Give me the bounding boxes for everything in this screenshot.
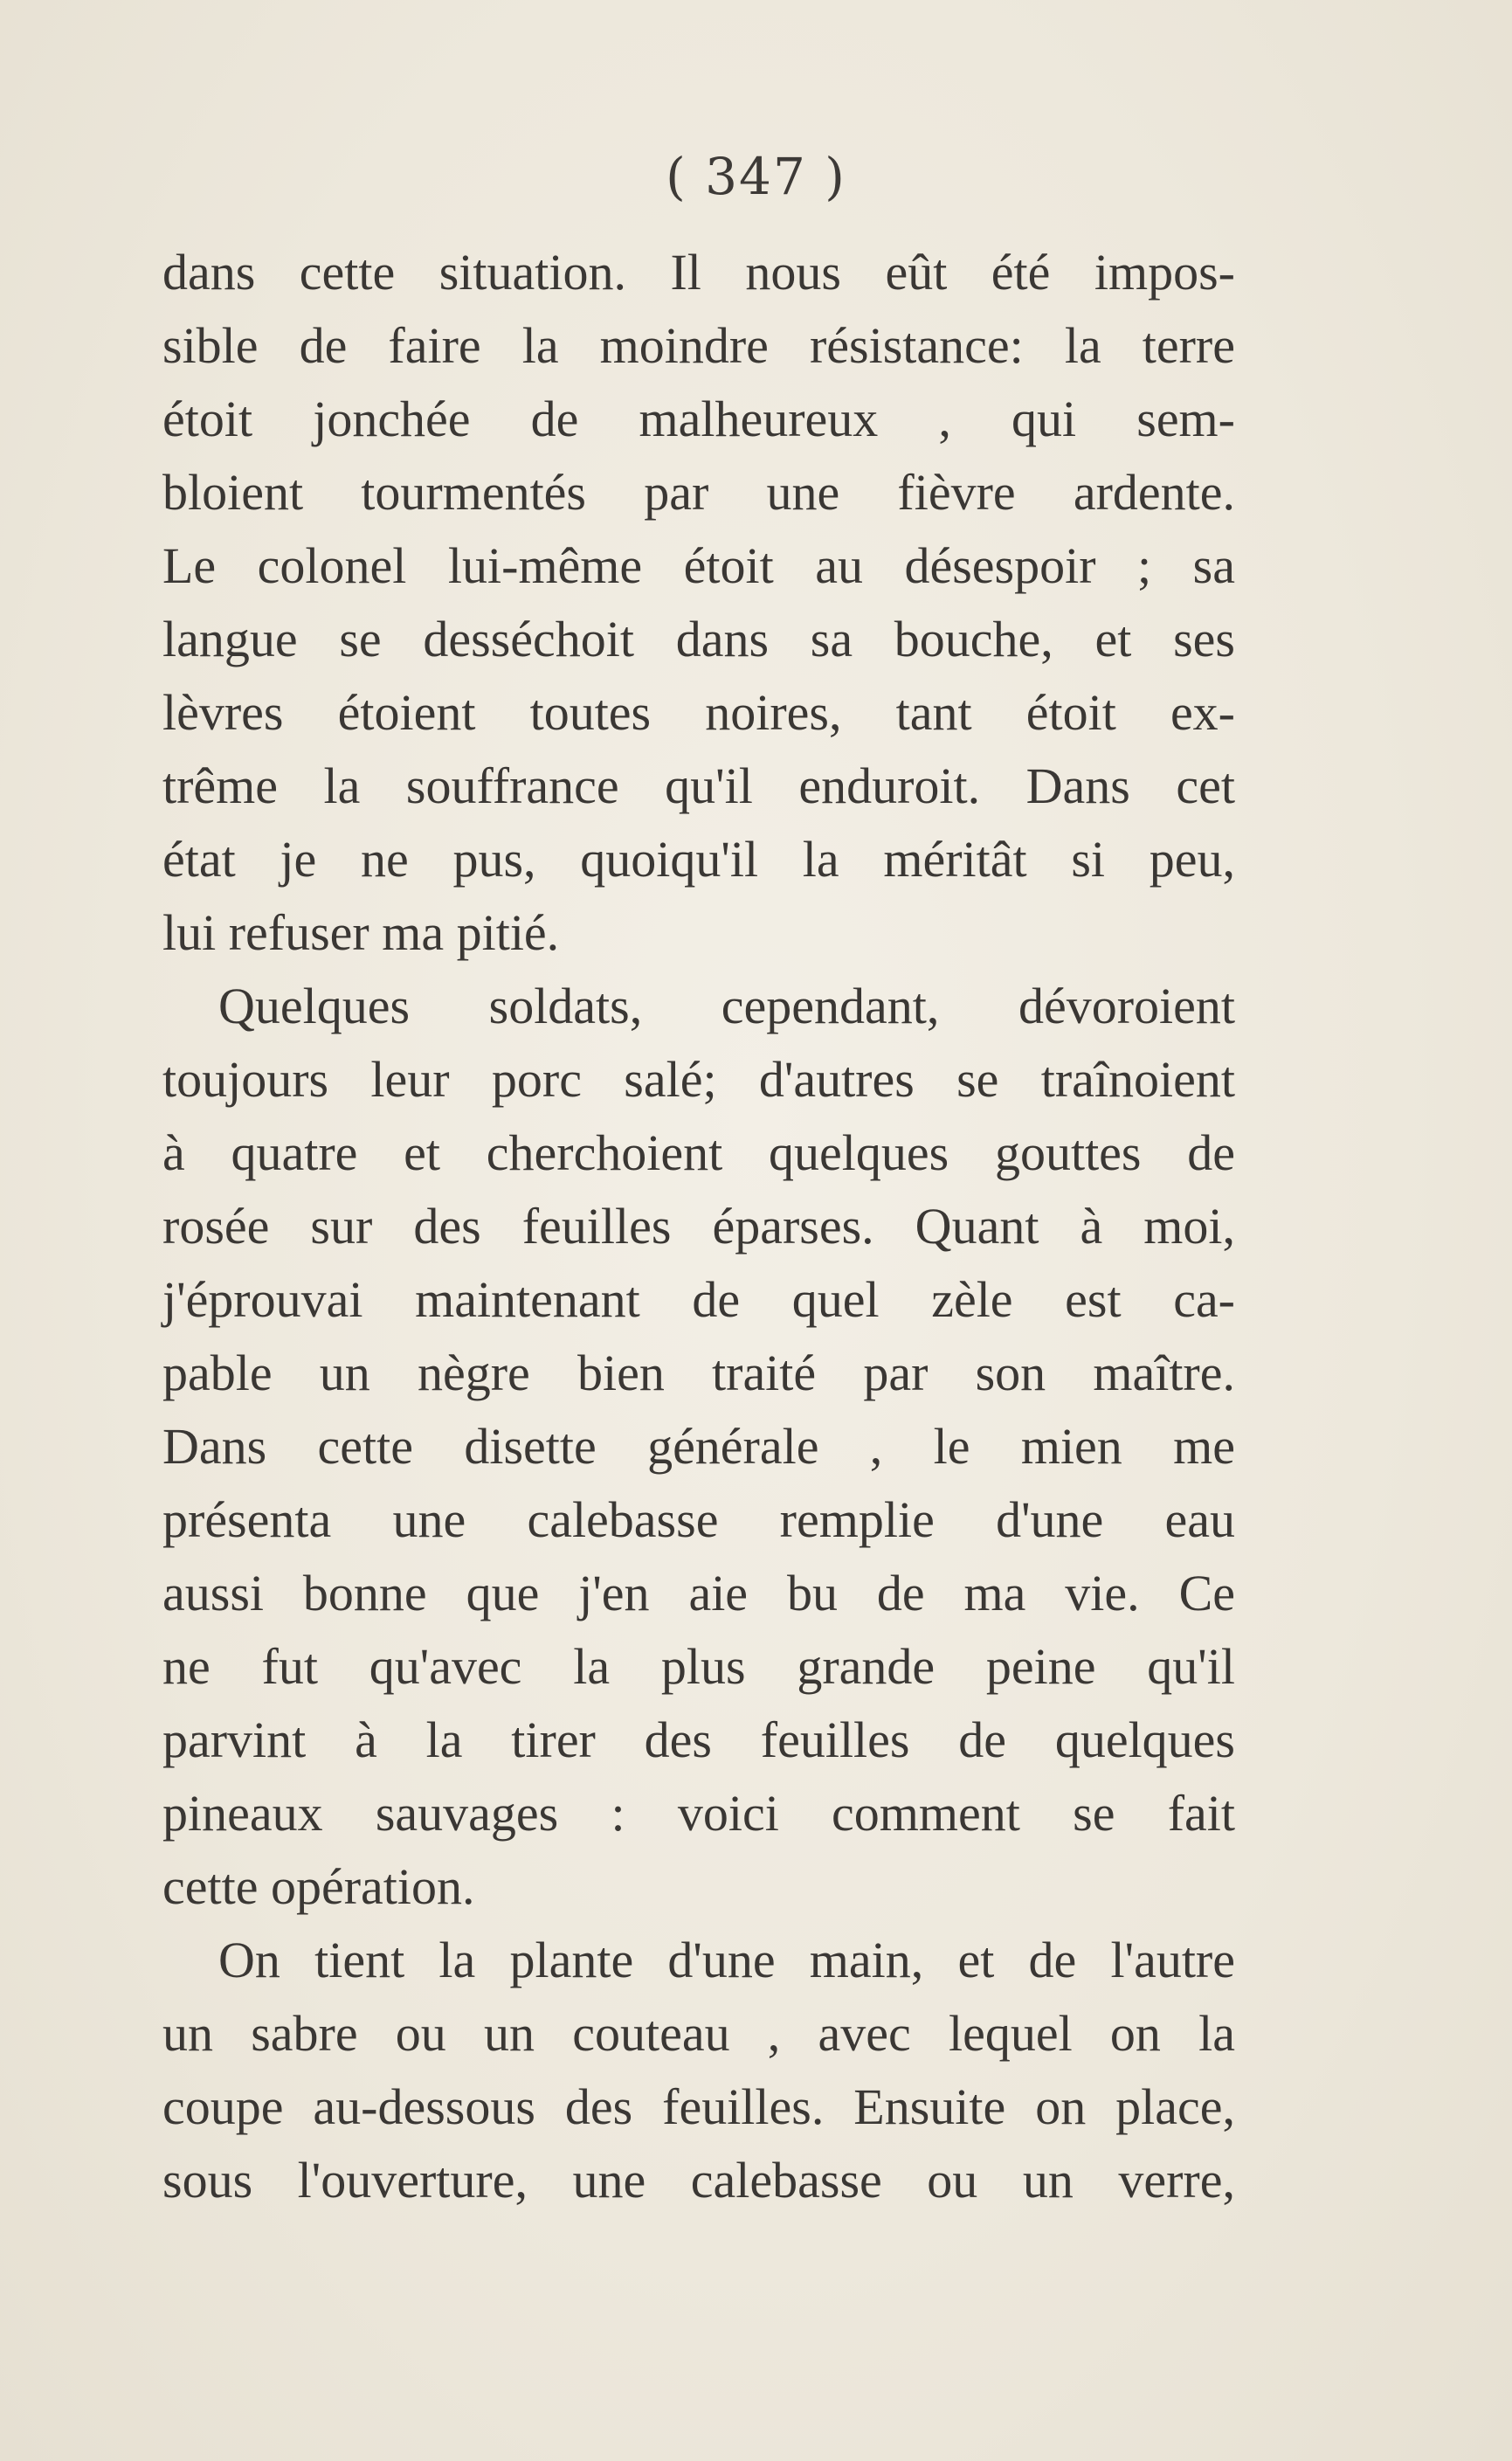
text-line: sous l'ouverture, une calebasse ou un verre, bbox=[162, 2152, 1235, 2209]
text-line: ne fut qu'avec la plus grande peine qu'il bbox=[162, 1638, 1235, 1695]
text-line: rosée sur des feuilles éparses. Quant à moi, bbox=[162, 1198, 1235, 1255]
text-line: cette opération. bbox=[162, 1858, 475, 1915]
text-line: pable un nègre bien traité par son maître. bbox=[162, 1345, 1235, 1401]
text-line: j'éprouvai maintenant de quel zèle est ca- bbox=[162, 1271, 1235, 1328]
text-line: sible de faire la moindre résistance: la terre bbox=[162, 317, 1235, 374]
text-line: état je ne pus, quoiqu'il la méritât si peu, bbox=[162, 831, 1235, 888]
text-line: pineaux sauvages : voici comment se fait bbox=[162, 1785, 1235, 1842]
text-line: Quelques soldats, cependant, dévoroient bbox=[218, 978, 1235, 1034]
text-line: parvint à la tirer des feuilles de quelques bbox=[162, 1711, 1235, 1768]
text-line: Dans cette disette générale , le mien me bbox=[162, 1418, 1235, 1475]
text-line: bloient tourmentés par une fièvre ardente. bbox=[162, 464, 1235, 521]
text-line: toujours leur porc salé; d'autres se traînoient bbox=[162, 1051, 1235, 1108]
text-line: Le colonel lui-même étoit au désespoir ; sa bbox=[162, 537, 1235, 594]
text-line: coupe au-dessous des feuilles. Ensuite on place, bbox=[162, 2078, 1235, 2135]
text-line: étoit jonchée de malheureux , qui sem- bbox=[162, 391, 1235, 447]
text-line: langue se desséchoit dans sa bouche, et ses bbox=[162, 611, 1235, 667]
page-number: ( 347 ) bbox=[666, 147, 846, 206]
text-line: trême la souffrance qu'il enduroit. Dans cet bbox=[162, 757, 1235, 814]
text-line: présenta une calebasse remplie d'une eau bbox=[162, 1491, 1235, 1548]
text-line: lui refuser ma pitié. bbox=[162, 904, 560, 961]
text-line: lèvres étoient toutes noires, tant étoit ex- bbox=[162, 684, 1235, 741]
text-line: aussi bonne que j'en aie bu de ma vie. Ce bbox=[162, 1565, 1235, 1621]
body-text bbox=[162, 236, 1235, 2217]
text-line: un sabre ou un couteau , avec lequel on la bbox=[162, 2005, 1235, 2062]
text-line: On tient la plante d'une main, et de l'autre bbox=[218, 1932, 1235, 1988]
text-line: dans cette situation. Il nous eût été impos- bbox=[162, 244, 1235, 301]
text-line: à quatre et cherchoient quelques gouttes de bbox=[162, 1124, 1235, 1181]
